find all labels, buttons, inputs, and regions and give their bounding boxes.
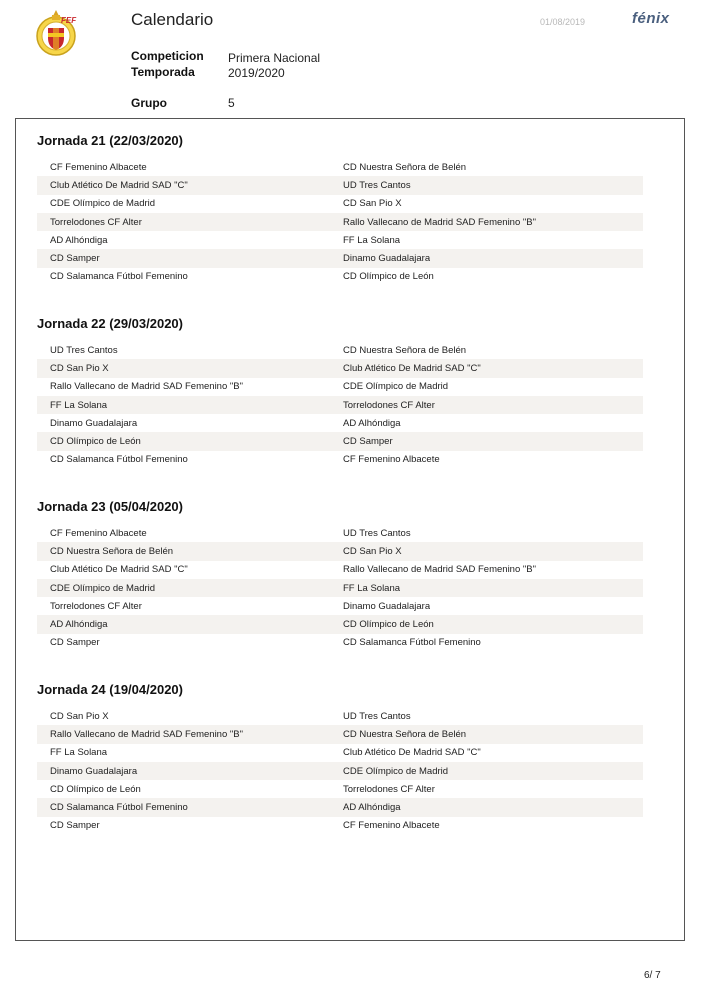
match-row — [37, 725, 643, 743]
match-row — [37, 524, 643, 542]
round-title: Jornada 21 (22/03/2020) — [37, 133, 183, 148]
brand-logo: fénix — [632, 10, 670, 27]
home-team: AD Alhóndiga — [50, 234, 108, 246]
away-team: FF La Solana — [343, 234, 401, 246]
competition-value: Primera Nacional — [228, 51, 321, 65]
away-team: CD Olímpico de León — [343, 619, 434, 631]
home-team: CD Samper — [50, 820, 100, 832]
home-team: CD Salamanca Fútbol Femenino — [50, 271, 188, 283]
svg-text:FEF: FEF — [61, 16, 77, 25]
away-team: AD Alhóndiga — [343, 802, 401, 814]
away-team: FF La Solana — [343, 582, 401, 594]
home-team: Torrelodones CF Alter — [50, 216, 142, 228]
match-row — [37, 268, 643, 286]
away-team: AD Alhóndiga — [343, 417, 401, 429]
season-label: Temporada — [131, 65, 195, 79]
home-team: CD Samper — [50, 253, 100, 265]
home-team: CDE Olímpico de Madrid — [50, 582, 156, 594]
match-row — [37, 579, 643, 597]
home-team: Torrelodones CF Alter — [50, 600, 142, 612]
away-team: UD Tres Cantos — [343, 179, 411, 191]
home-team: CD Nuestra Señora de Belén — [50, 545, 174, 557]
home-team: UD Tres Cantos — [50, 344, 118, 356]
round-block — [37, 313, 643, 469]
match-row — [37, 451, 643, 469]
away-team: CF Femenino Albacete — [343, 820, 440, 832]
match-row — [37, 359, 643, 377]
away-team: Club Atlético De Madrid SAD "C" — [343, 362, 481, 374]
match-list — [37, 158, 643, 286]
page-number: 6/ 7 — [644, 970, 661, 981]
away-team: CD San Pio X — [343, 198, 402, 210]
match-row — [37, 542, 643, 560]
away-team: CD Nuestra Señora de Belén — [343, 161, 467, 173]
competition-label: Competicion — [131, 49, 204, 63]
away-team: UD Tres Cantos — [343, 710, 411, 722]
round-block — [37, 679, 643, 835]
away-team: CDE Olímpico de Madrid — [343, 381, 449, 393]
home-team: Club Atlético De Madrid SAD "C" — [50, 179, 188, 191]
match-row — [37, 341, 643, 359]
home-team: CD Salamanca Fútbol Femenino — [50, 454, 188, 466]
match-row — [37, 762, 643, 780]
match-row — [37, 176, 643, 194]
away-team: UD Tres Cantos — [343, 527, 411, 539]
home-team: AD Alhóndiga — [50, 619, 108, 631]
away-team: Torrelodones CF Alter — [343, 783, 435, 795]
match-row — [37, 432, 643, 450]
match-row — [37, 249, 643, 267]
away-team: CDE Olímpico de Madrid — [343, 765, 449, 777]
group-value: 5 — [228, 96, 235, 110]
match-row — [37, 231, 643, 249]
federation-logo — [34, 6, 82, 58]
home-team: Club Atlético De Madrid SAD "C" — [50, 564, 188, 576]
away-team: CD San Pio X — [343, 545, 402, 557]
home-team: FF La Solana — [50, 747, 108, 759]
match-row — [37, 213, 643, 231]
match-row — [37, 597, 643, 615]
away-team: CD Nuestra Señora de Belén — [343, 728, 467, 740]
match-row — [37, 195, 643, 213]
home-team: Rallo Vallecano de Madrid SAD Femenino "B" — [50, 728, 243, 740]
round-title: Jornada 23 (05/04/2020) — [37, 499, 183, 514]
away-team: Rallo Vallecano de Madrid SAD Femenino "B" — [343, 564, 536, 576]
page-title: Calendario — [131, 10, 214, 29]
match-row — [37, 634, 643, 652]
home-team: CF Femenino Albacete — [50, 527, 147, 539]
match-row — [37, 744, 643, 762]
home-team: CD Salamanca Fútbol Femenino — [50, 802, 188, 814]
match-row — [37, 817, 643, 835]
round-block — [37, 496, 643, 652]
match-row — [37, 378, 643, 396]
match-list — [37, 524, 643, 652]
home-team: CDE Olímpico de Madrid — [50, 198, 156, 210]
group-label: Grupo — [131, 96, 167, 110]
home-team: CD San Pio X — [50, 362, 109, 374]
round-block — [37, 130, 643, 286]
match-row — [37, 158, 643, 176]
away-team: CD Olímpico de León — [343, 271, 434, 283]
match-row — [37, 615, 643, 633]
away-team: CD Nuestra Señora de Belén — [343, 344, 467, 356]
home-team: FF La Solana — [50, 399, 108, 411]
home-team: Rallo Vallecano de Madrid SAD Femenino "B" — [50, 381, 243, 393]
match-list — [37, 707, 643, 835]
match-row — [37, 414, 643, 432]
season-value: 2019/2020 — [228, 66, 285, 80]
round-title: Jornada 22 (29/03/2020) — [37, 316, 183, 331]
match-row — [37, 396, 643, 414]
match-row — [37, 798, 643, 816]
home-team: CD Samper — [50, 637, 100, 649]
away-team: CD Salamanca Fútbol Femenino — [343, 637, 481, 649]
match-row — [37, 561, 643, 579]
away-team: CF Femenino Albacete — [343, 454, 440, 466]
round-title: Jornada 24 (19/04/2020) — [37, 682, 183, 697]
home-team: Dinamo Guadalajara — [50, 417, 138, 429]
print-date: 01/08/2019 — [540, 17, 586, 27]
match-row — [37, 707, 643, 725]
home-team: CF Femenino Albacete — [50, 161, 147, 173]
away-team: Torrelodones CF Alter — [343, 399, 435, 411]
away-team: CD Samper — [343, 436, 393, 448]
match-row — [37, 780, 643, 798]
home-team: CD Olímpico de León — [50, 783, 141, 795]
away-team: Dinamo Guadalajara — [343, 253, 431, 265]
match-list — [37, 341, 643, 469]
home-team: CD Olímpico de León — [50, 436, 141, 448]
home-team: Dinamo Guadalajara — [50, 765, 138, 777]
home-team: CD San Pio X — [50, 710, 109, 722]
away-team: Club Atlético De Madrid SAD "C" — [343, 747, 481, 759]
away-team: Dinamo Guadalajara — [343, 600, 431, 612]
away-team: Rallo Vallecano de Madrid SAD Femenino "B" — [343, 216, 536, 228]
